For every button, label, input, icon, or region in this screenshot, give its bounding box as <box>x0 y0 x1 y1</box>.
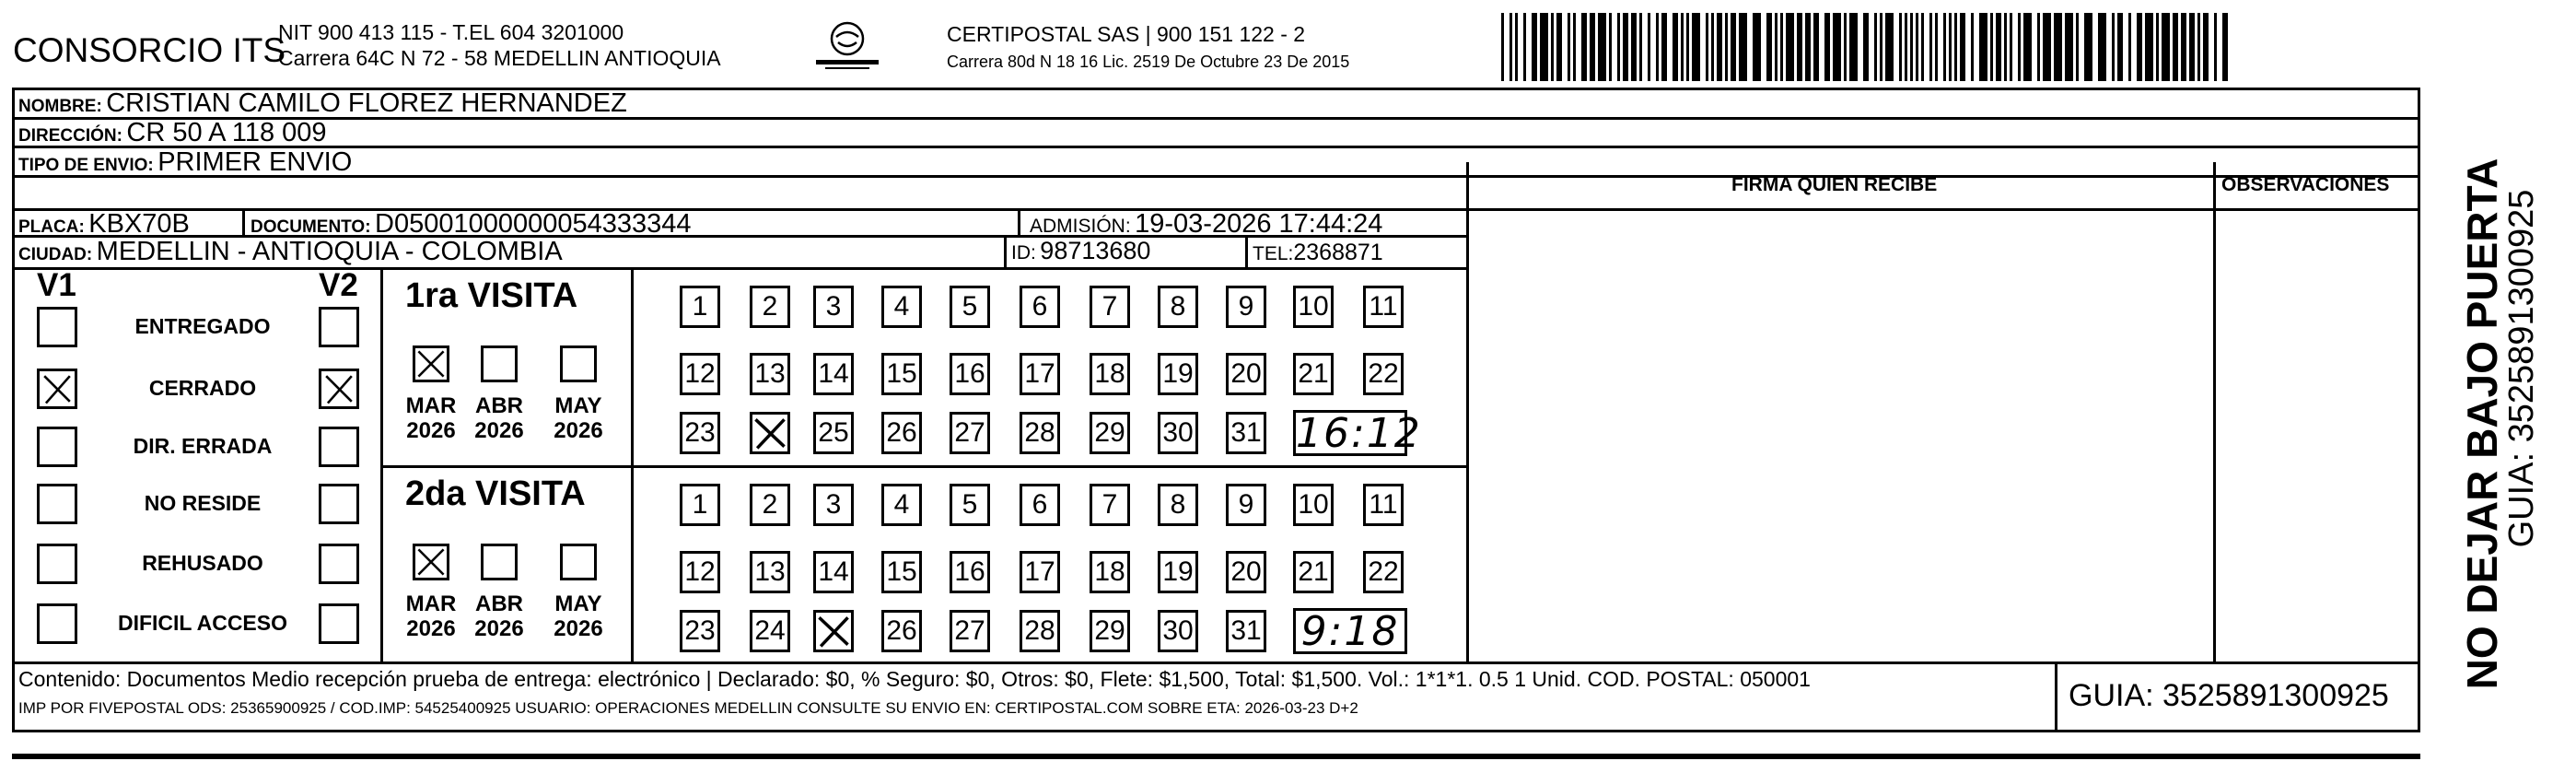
day-cell[interactable] <box>813 353 854 395</box>
month-label: MAR <box>405 591 457 616</box>
time-cell[interactable] <box>1293 410 1422 457</box>
day-cell[interactable] <box>680 412 720 454</box>
month-label: MAR <box>405 393 457 418</box>
day-cell[interactable] <box>1293 286 1334 328</box>
day-number: 12 <box>684 556 716 587</box>
day-number: 16 <box>954 358 985 389</box>
day-cell[interactable] <box>1226 551 1266 593</box>
day-number: 6 <box>1032 489 1048 520</box>
carrier-name: CERTIPOSTAL SAS | 900 151 122 - 2 <box>947 22 1306 46</box>
observaciones-label: OBSERVACIONES <box>2221 174 2390 195</box>
year-label: 2026 <box>554 616 603 641</box>
day-number: 11 <box>1369 291 1398 322</box>
v1-checkbox[interactable] <box>37 484 77 524</box>
day-number: 29 <box>1094 615 1125 646</box>
day-number: 28 <box>1024 615 1055 646</box>
status-option-label: DIFICIL ACCESO <box>117 611 287 635</box>
month-label: ABR <box>475 591 523 616</box>
day-cell[interactable] <box>1158 353 1198 395</box>
day-cell[interactable] <box>1020 353 1060 395</box>
day-cell[interactable] <box>1090 412 1130 454</box>
status-option-label: DIR. ERRADA <box>133 434 273 458</box>
day-cell[interactable] <box>813 286 854 328</box>
day-cell[interactable] <box>750 286 790 328</box>
tel-field <box>1253 241 1383 264</box>
cut-line <box>12 754 2420 759</box>
ciudad-label: CIUDAD: <box>18 245 93 264</box>
day-number: 3 <box>825 489 842 520</box>
day-cell[interactable] <box>1090 286 1130 328</box>
month-checkbox[interactable] <box>560 544 597 580</box>
day-cell[interactable] <box>813 610 854 652</box>
day-cell[interactable] <box>881 610 922 652</box>
day-number: 5 <box>962 489 978 520</box>
day-cell[interactable] <box>881 551 922 593</box>
day-cell[interactable] <box>1158 484 1198 526</box>
visit-title: 1ra VISITA <box>405 276 578 315</box>
day-number: 25 <box>818 417 849 448</box>
day-number: 21 <box>1298 358 1329 389</box>
day-number: 28 <box>1024 417 1055 448</box>
day-number: 14 <box>818 358 849 389</box>
v2-checkbox[interactable] <box>319 307 359 347</box>
tipo-envio-value: PRIMER ENVIO <box>157 147 353 177</box>
day-cell[interactable] <box>750 610 790 652</box>
v2-checkbox[interactable] <box>319 369 359 409</box>
v1-checkbox[interactable] <box>37 544 77 584</box>
day-cell[interactable] <box>1020 610 1060 652</box>
month-checkbox[interactable] <box>481 544 518 580</box>
direccion-value: CR 50 A 118 009 <box>126 118 327 147</box>
v1-checkbox[interactable] <box>37 427 77 467</box>
day-cell[interactable] <box>1226 412 1266 454</box>
day-number: 21 <box>1298 556 1329 587</box>
day-cell[interactable] <box>881 353 922 395</box>
v2-checkbox[interactable] <box>319 427 359 467</box>
day-number: 4 <box>893 291 910 322</box>
day-number: 13 <box>754 556 786 587</box>
day-cell[interactable] <box>1293 551 1334 593</box>
day-cell[interactable] <box>1293 484 1334 526</box>
id-value: 98713680 <box>1040 237 1151 264</box>
day-number: 14 <box>818 556 849 587</box>
v2-checkbox[interactable] <box>319 484 359 524</box>
day-cell[interactable] <box>881 484 922 526</box>
day-number: 26 <box>886 615 917 646</box>
day-cell[interactable] <box>750 551 790 593</box>
day-number: 9 <box>1238 489 1254 520</box>
admision-label: ADMISIÓN: <box>1030 216 1131 237</box>
day-cell[interactable] <box>1158 610 1198 652</box>
day-number: 8 <box>1170 489 1186 520</box>
v2-checkbox[interactable] <box>319 603 359 644</box>
id-field <box>1011 239 1150 263</box>
day-number: 15 <box>886 556 917 587</box>
day-cell[interactable] <box>1226 353 1266 395</box>
placa-value: KBX70B <box>88 209 190 239</box>
day-number: 3 <box>825 291 842 322</box>
day-number: 31 <box>1230 417 1262 448</box>
day-number: 27 <box>954 615 985 646</box>
nombre-value: CRISTIAN CAMILO FLOREZ HERNANDEZ <box>106 88 627 118</box>
day-cell[interactable] <box>1158 286 1198 328</box>
day-cell[interactable] <box>881 286 922 328</box>
day-cell[interactable] <box>813 551 854 593</box>
nombre-label: NOMBRE: <box>18 97 102 116</box>
company-name: CONSORCIO ITS <box>13 31 286 69</box>
month-checkbox[interactable] <box>481 345 518 382</box>
day-number: 22 <box>1368 358 1399 389</box>
day-cell[interactable] <box>1363 484 1404 526</box>
day-cell[interactable] <box>1226 286 1266 328</box>
year-label: 2026 <box>554 418 603 443</box>
day-cell[interactable] <box>1293 353 1334 395</box>
year-label: 2026 <box>474 616 524 641</box>
day-number: 9 <box>1238 291 1254 322</box>
day-cell[interactable] <box>680 286 720 328</box>
day-number: 17 <box>1024 556 1055 587</box>
day-cell[interactable] <box>750 353 790 395</box>
day-cell[interactable] <box>1363 353 1404 395</box>
day-number: 1 <box>692 291 708 322</box>
day-number: 8 <box>1170 291 1186 322</box>
tipo-envio-row <box>18 149 352 176</box>
v1-checkbox[interactable] <box>37 307 77 347</box>
firma-label: FIRMA QUIEN RECIBE <box>1731 174 1938 195</box>
day-cell[interactable] <box>1090 610 1130 652</box>
day-cell[interactable] <box>1226 484 1266 526</box>
handwritten-time: 9:18 <box>1300 608 1400 655</box>
day-number: 30 <box>1162 615 1194 646</box>
day-number: 7 <box>1102 489 1118 520</box>
day-cell[interactable] <box>1226 610 1266 652</box>
day-number: 11 <box>1369 489 1398 520</box>
day-cell[interactable] <box>950 551 990 593</box>
day-cell[interactable] <box>750 484 790 526</box>
time-cell[interactable] <box>1293 608 1407 654</box>
handwritten-time: 16:12 <box>1296 410 1422 457</box>
documento-value: D05001000000054333344 <box>375 209 692 239</box>
day-cell[interactable] <box>1020 286 1060 328</box>
status-option-label: REHUSADO <box>142 551 263 575</box>
month-label: ABR <box>475 393 523 418</box>
day-number: 2 <box>762 489 778 520</box>
day-cell[interactable] <box>1158 551 1198 593</box>
barcode <box>1501 13 2231 81</box>
month-checkbox[interactable] <box>413 345 449 382</box>
day-number: 15 <box>886 358 917 389</box>
day-number: 20 <box>1230 358 1262 389</box>
side-guia: GUIA: 3525891300925 <box>2502 189 2541 548</box>
nombre-row <box>18 90 627 117</box>
status-option-label: ENTREGADO <box>134 314 271 338</box>
v1-header: V1 <box>37 267 76 303</box>
day-number: 19 <box>1162 556 1194 587</box>
day-cell[interactable] <box>680 484 720 526</box>
month-label: MAY <box>554 591 602 616</box>
day-number: 20 <box>1230 556 1262 587</box>
day-cell[interactable] <box>1090 353 1130 395</box>
ciudad-value: MEDELLIN - ANTIOQUIA - COLOMBIA <box>96 237 563 266</box>
day-cell[interactable] <box>950 353 990 395</box>
visit-title: 2da VISITA <box>405 474 586 513</box>
day-cell[interactable] <box>950 412 990 454</box>
form-frame <box>12 88 2420 732</box>
month-label: MAY <box>554 393 602 418</box>
documento-field <box>251 211 692 238</box>
day-number: 18 <box>1094 358 1125 389</box>
v2-header: V2 <box>319 267 358 303</box>
footer-guia: GUIA: 3525891300925 <box>2069 678 2389 713</box>
day-cell[interactable] <box>1020 551 1060 593</box>
day-number: 10 <box>1298 489 1329 520</box>
day-number: 22 <box>1368 556 1399 587</box>
day-cell[interactable] <box>950 484 990 526</box>
carrier-address: Carrera 80d N 18 16 Lic. 2519 De Octubre 23 De 2015 <box>947 53 1350 71</box>
day-cell[interactable] <box>1363 286 1404 328</box>
day-cell[interactable] <box>881 412 922 454</box>
day-number: 10 <box>1298 291 1329 322</box>
status-option-label: CERRADO <box>148 376 257 400</box>
placa-label: PLACA: <box>18 217 85 237</box>
day-cell[interactable] <box>950 610 990 652</box>
direccion-label: DIRECCIÓN: <box>18 126 122 146</box>
day-number: 7 <box>1102 291 1118 322</box>
company-address: Carrera 64C N 72 - 58 MEDELLIN ANTIOQUIA <box>278 46 721 70</box>
day-number: 26 <box>886 417 917 448</box>
day-cell[interactable] <box>813 484 854 526</box>
v1-checkbox[interactable] <box>37 369 77 409</box>
day-number: 17 <box>1024 358 1055 389</box>
day-number: 24 <box>754 615 786 646</box>
day-cell[interactable] <box>680 353 720 395</box>
day-number: 30 <box>1162 417 1194 448</box>
day-number: 23 <box>684 417 716 448</box>
day-cell[interactable] <box>813 412 854 454</box>
month-checkbox[interactable] <box>560 345 597 382</box>
day-cell[interactable] <box>1020 484 1060 526</box>
tel-value: 2368871 <box>1293 240 1383 265</box>
day-number: 23 <box>684 615 716 646</box>
certipostal-logo <box>810 18 884 74</box>
day-cell[interactable] <box>1158 412 1198 454</box>
company-nit: NIT 900 413 115 - T.EL 604 3201000 <box>278 20 624 44</box>
day-cell[interactable] <box>750 412 790 454</box>
day-number: 18 <box>1094 556 1125 587</box>
day-number: 16 <box>954 556 985 587</box>
year-label: 2026 <box>406 616 456 641</box>
day-cell[interactable] <box>1090 551 1130 593</box>
day-number: 1 <box>692 489 708 520</box>
day-cell[interactable] <box>1090 484 1130 526</box>
month-checkbox[interactable] <box>413 544 449 580</box>
day-number: 19 <box>1162 358 1194 389</box>
day-number: 6 <box>1032 291 1048 322</box>
day-number: 13 <box>754 358 786 389</box>
day-number: 12 <box>684 358 716 389</box>
day-number: 4 <box>893 489 910 520</box>
v2-checkbox[interactable] <box>319 544 359 584</box>
day-number: 31 <box>1230 615 1262 646</box>
status-option-label: NO RESIDE <box>144 491 262 515</box>
ciudad-field <box>18 239 563 265</box>
id-label: ID: <box>1011 242 1036 263</box>
placa-field <box>18 211 190 238</box>
day-cell[interactable] <box>680 610 720 652</box>
day-cell[interactable] <box>680 551 720 593</box>
year-label: 2026 <box>406 418 456 443</box>
admision-field <box>1030 211 1382 238</box>
day-number: 27 <box>954 417 985 448</box>
footer-content-line: Contenido: Documentos Medio recepción prueba de entrega: electrónico | Declarado: $0, % Seguro: $0, Otros: $0, Flete: $1,500, Total: $1,500. Vol.: 1*1*1. 0.5 1 Unid. COD. POSTAL: 050001 <box>18 667 1811 691</box>
tipo-envio-label: TIPO DE ENVIO: <box>18 156 154 175</box>
footer-print-line: IMP POR FIVEPOSTAL ODS: 25365900925 / COD.IMP: 54525400925 USUARIO: OPERACIONES MEDELLIN CONSULTE SU ENVIO EN: CERTIPOSTAL.COM SOBRE ETA: 2026-03-23 D+2 <box>18 699 1358 717</box>
v1-checkbox[interactable] <box>37 603 77 644</box>
day-cell[interactable] <box>950 286 990 328</box>
day-number: 29 <box>1094 417 1125 448</box>
tel-label: TEL: <box>1253 243 1294 264</box>
year-label: 2026 <box>474 418 524 443</box>
side-warning: NO DEJAR BAJO PUERTA <box>2458 158 2506 690</box>
day-cell[interactable] <box>1363 551 1404 593</box>
documento-label: DOCUMENTO: <box>251 217 371 237</box>
day-number: 2 <box>762 291 778 322</box>
direccion-row <box>18 120 327 146</box>
admision-value: 19-03-2026 17:44:24 <box>1135 209 1383 239</box>
day-cell[interactable] <box>1020 412 1060 454</box>
day-number: 5 <box>962 291 978 322</box>
